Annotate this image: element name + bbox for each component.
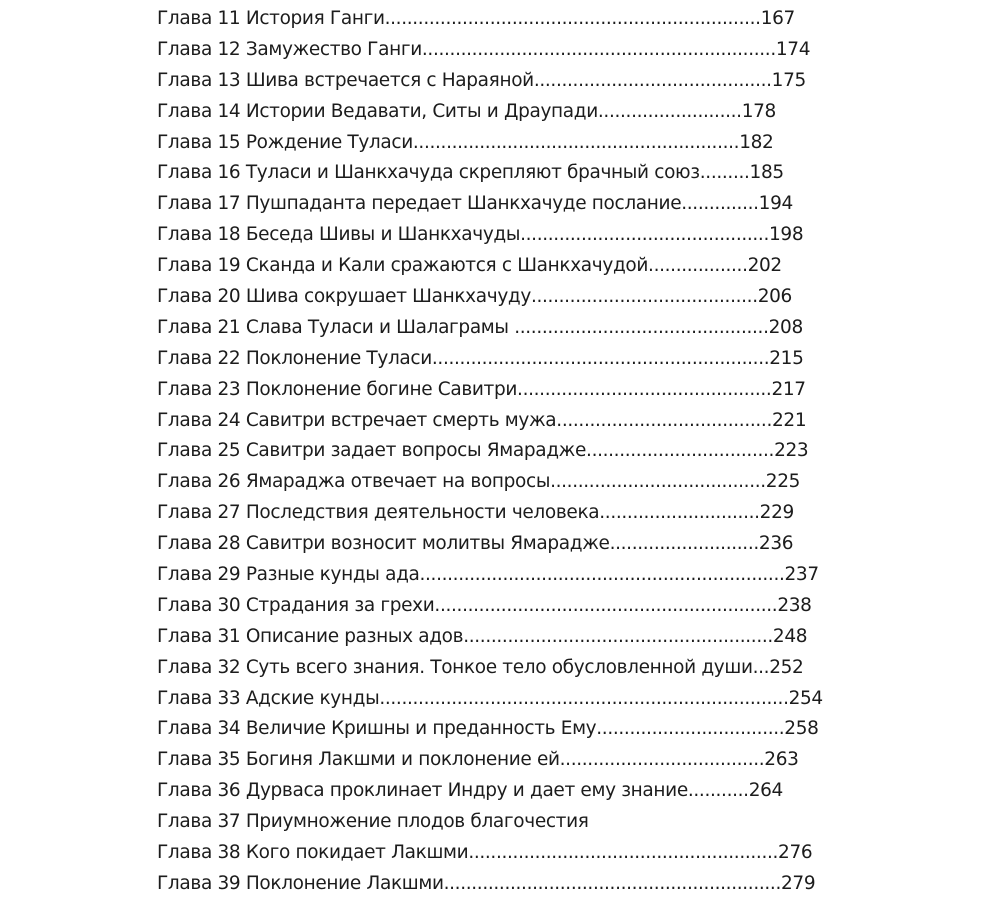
toc-entry-chapter-28: [157, 529, 977, 560]
toc-entry-chapter-22: [157, 344, 977, 375]
toc-entry-chapter-24: [157, 406, 977, 437]
toc-entry-chapter-11: [157, 4, 977, 35]
toc-entry-chapter-12: [157, 35, 977, 66]
toc-entry-chapter-20: [157, 282, 977, 313]
toc-entry-text: Глава 11 История Ганги....................................................................167: [157, 8, 795, 29]
toc-entry-text: Глава 32 Суть всего знания. Тонкое тело обусловленной души...252: [157, 656, 804, 678]
toc-entry-text: Глава 27 Последствия деятельности человека.............................229: [157, 502, 794, 524]
toc-entry-chapter-27: [157, 498, 977, 529]
toc-entry-text: Глава 14 Истории Ведавати, Ситы и Драупади..........................178: [157, 100, 776, 122]
toc-entry-text: Глава 16 Туласи и Шанкхачуда скрепляют брачный союз.........185: [157, 162, 784, 184]
toc-entry-text: Глава 30 Страдания за грехи..............................................................238: [157, 594, 812, 616]
toc-entry-chapter-21: [157, 313, 977, 344]
toc-entry-chapter-13: [157, 66, 977, 97]
toc-entry-chapter-31: [157, 622, 977, 653]
toc-entry-chapter-30: [157, 591, 977, 622]
toc-entry-chapter-34: [157, 714, 977, 745]
toc-entry-text: Глава 39 Поклонение Лакшми.............................................................279: [157, 872, 816, 894]
toc-entry-chapter-19: [157, 251, 977, 282]
toc-entry-text: Глава 22 Поклонение Туласи.............................................................215: [157, 347, 804, 369]
toc-entry-text: Глава 12 Замужество Ганги................................................................174: [157, 38, 811, 60]
toc-entry-text: Глава 29 Разные кунды ада..................................................................237: [157, 564, 819, 586]
toc-entry-chapter-35: [157, 745, 977, 776]
toc-entry-text: Глава 34 Величие Кришны и преданность Ему..................................258: [157, 718, 819, 740]
toc-entry-text: Глава 38 Кого покидает Лакшми........................................................276: [157, 842, 813, 864]
toc-entry-text: Глава 19 Сканда и Кали сражаются с Шанкхачудой..................202: [157, 255, 782, 277]
toc-entry-chapter-36: [157, 776, 977, 807]
toc-entry-chapter-15: [157, 128, 977, 159]
toc-entry-text: Глава 21 Слава Туласи и Шалаграмы ..............................................208: [157, 316, 803, 338]
toc-entry-chapter-29: [157, 560, 977, 591]
toc-entry-text: Глава 36 Дурваса проклинает Индру и дает ему знание...........264: [157, 780, 783, 802]
table-of-contents: [157, 4, 977, 900]
toc-entry-text: Глава 31 Описание разных адов........................................................248: [157, 625, 808, 647]
toc-entry-text: Глава 37 Приумножение плодов благочестия: [157, 811, 589, 833]
toc-entry-chapter-16: [157, 158, 977, 189]
toc-entry-text: Глава 35 Богиня Лакшми и поклонение ей.....................................263: [157, 749, 799, 771]
toc-entry-chapter-18: [157, 220, 977, 251]
toc-entry-text: Глава 25 Савитри задает вопросы Ямарадже..................................223: [157, 440, 809, 462]
toc-entry-text: Глава 20 Шива сокрушает Шанкхачуду.........................................206: [157, 286, 792, 308]
toc-entry-chapter-14: [157, 97, 977, 128]
toc-entry-text: Глава 24 Савитри встречает смерть мужа.......................................221: [157, 409, 807, 431]
toc-entry-chapter-37: [157, 807, 977, 838]
toc-entry-text: Глава 15 Рождение Туласи...........................................................182: [157, 131, 774, 153]
toc-entry-text: Глава 18 Беседа Шивы и Шанкхачуды.............................................198: [157, 224, 804, 246]
toc-entry-chapter-32: [157, 653, 977, 684]
toc-entry-chapter-26: [157, 467, 977, 498]
toc-entry-chapter-39: [157, 869, 977, 900]
toc-entry-chapter-23: [157, 375, 977, 406]
toc-entry-text: Глава 23 Поклонение богине Савитри..............................................217: [157, 378, 806, 400]
toc-entry-chapter-38: [157, 838, 977, 869]
toc-entry-chapter-17: [157, 189, 977, 220]
toc-entry-text: Глава 17 Пушпаданта передает Шанкхачуде послание..............194: [157, 193, 793, 215]
toc-entry-text: Глава 13 Шива встречается с Нараяной...........................................175: [157, 69, 806, 91]
toc-entry-chapter-25: [157, 436, 977, 467]
toc-entry-chapter-33: [157, 684, 977, 715]
toc-entry-text: Глава 26 Ямараджа отвечает на вопросы.......................................225: [157, 471, 801, 493]
toc-entry-text: Глава 33 Адские кунды..........................................................................254: [157, 687, 823, 709]
toc-entry-text: Глава 28 Савитри возносит молитвы Ямарадже...........................236: [157, 533, 794, 555]
